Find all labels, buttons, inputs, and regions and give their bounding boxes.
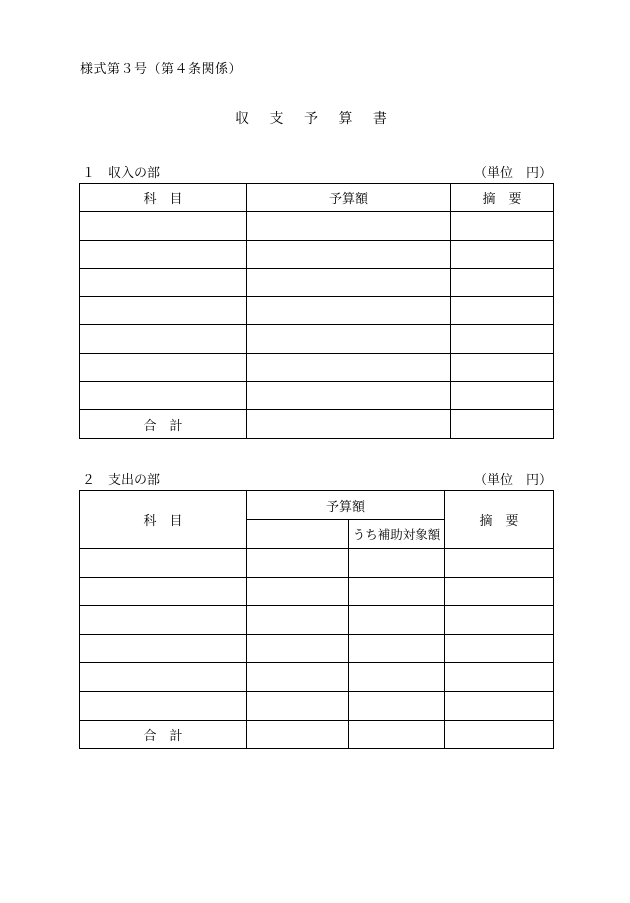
table-row: [80, 212, 554, 240]
income-table: [79, 183, 554, 439]
expense-budget-cell[interactable]: [247, 549, 349, 578]
income-budget-cell[interactable]: [247, 297, 451, 325]
table-row: [80, 297, 554, 325]
income-remarks-cell[interactable]: [451, 382, 554, 410]
expense-item-cell[interactable]: [80, 691, 247, 720]
expense-remarks-cell[interactable]: [445, 549, 554, 578]
expense-item-cell[interactable]: [80, 549, 247, 578]
income-item-cell[interactable]: [80, 325, 247, 353]
expense-remarks-cell[interactable]: [445, 634, 554, 663]
expense-subsidy-cell[interactable]: [349, 691, 445, 720]
expense-total-budget-cell[interactable]: [247, 720, 349, 749]
expense-remarks-cell[interactable]: [445, 691, 554, 720]
expense-item-cell[interactable]: [80, 606, 247, 635]
expense-remarks-cell[interactable]: [445, 663, 554, 692]
income-total-remarks-cell[interactable]: [451, 410, 554, 438]
table-row: [80, 240, 554, 268]
income-budget-cell[interactable]: [247, 212, 451, 240]
income-remarks-cell[interactable]: [451, 353, 554, 381]
income-item-cell[interactable]: [80, 212, 247, 240]
table-row: [80, 691, 554, 720]
income-budget-cell[interactable]: [247, 382, 451, 410]
table-row: [80, 549, 554, 578]
income-budget-cell[interactable]: [247, 268, 451, 296]
expense-budget-cell[interactable]: [247, 663, 349, 692]
expense-item-cell[interactable]: [80, 577, 247, 606]
income-item-cell[interactable]: [80, 240, 247, 268]
income-item-cell[interactable]: [80, 268, 247, 296]
income-total-budget-cell[interactable]: [247, 410, 451, 438]
expense-item-cell[interactable]: [80, 663, 247, 692]
income-budget-cell[interactable]: [247, 240, 451, 268]
table-row: [80, 268, 554, 296]
expense-budget-cell[interactable]: [247, 691, 349, 720]
expense-header-row: [80, 491, 554, 520]
income-item-cell[interactable]: [80, 353, 247, 381]
document-title: 収 支 予 算 書: [235, 111, 395, 127]
expense-total-row: [80, 720, 554, 749]
income-remarks-cell[interactable]: [451, 268, 554, 296]
expense-budget-cell[interactable]: [247, 606, 349, 635]
income-total-row: [80, 410, 554, 438]
expense-budget-cell[interactable]: [247, 634, 349, 663]
expense-header-budget: 予算額: [247, 491, 445, 520]
income-remarks-cell[interactable]: [451, 325, 554, 353]
table-row: [80, 634, 554, 663]
expense-budget-spacer: [247, 520, 349, 549]
expense-header-remarks: 摘 要: [445, 491, 554, 549]
expense-header-item: 科 目: [80, 491, 247, 549]
income-budget-cell[interactable]: [247, 353, 451, 381]
expense-budget-cell[interactable]: [247, 577, 349, 606]
income-remarks-cell[interactable]: [451, 297, 554, 325]
table-row: [80, 353, 554, 381]
expense-total-subsidy-cell[interactable]: [349, 720, 445, 749]
expense-total-label: 合 計: [80, 720, 247, 749]
income-header-remarks: 摘 要: [451, 184, 554, 212]
table-row: [80, 577, 554, 606]
income-item-cell[interactable]: [80, 382, 247, 410]
table-row: [80, 663, 554, 692]
table-row: [80, 382, 554, 410]
expense-subsidy-cell[interactable]: [349, 549, 445, 578]
table-row: [80, 606, 554, 635]
income-header-item: 科 目: [80, 184, 247, 212]
income-header-row: [80, 184, 554, 212]
income-budget-cell[interactable]: [247, 325, 451, 353]
expense-remarks-cell[interactable]: [445, 577, 554, 606]
expense-subsidy-cell[interactable]: [349, 634, 445, 663]
income-item-cell[interactable]: [80, 297, 247, 325]
expense-heading: ２ 支出の部: [82, 473, 161, 488]
income-unit: （単位 円）: [473, 166, 552, 181]
income-remarks-cell[interactable]: [451, 212, 554, 240]
income-total-label: 合 計: [80, 410, 247, 438]
income-remarks-cell[interactable]: [451, 240, 554, 268]
income-heading: １ 収入の部: [82, 166, 161, 181]
expense-unit: （単位 円）: [473, 473, 552, 488]
table-row: [80, 325, 554, 353]
expense-total-remarks-cell[interactable]: [445, 720, 554, 749]
expense-remarks-cell[interactable]: [445, 606, 554, 635]
expense-item-cell[interactable]: [80, 634, 247, 663]
expense-subsidy-cell[interactable]: [349, 663, 445, 692]
income-header-budget: 予算額: [247, 184, 451, 212]
expense-subsidy-cell[interactable]: [349, 606, 445, 635]
expense-header-subsidy: うち補助対象額: [349, 520, 445, 549]
expense-table: [79, 490, 554, 749]
form-number: 様式第３号（第４条関係）: [80, 62, 243, 77]
expense-subsidy-cell[interactable]: [349, 577, 445, 606]
